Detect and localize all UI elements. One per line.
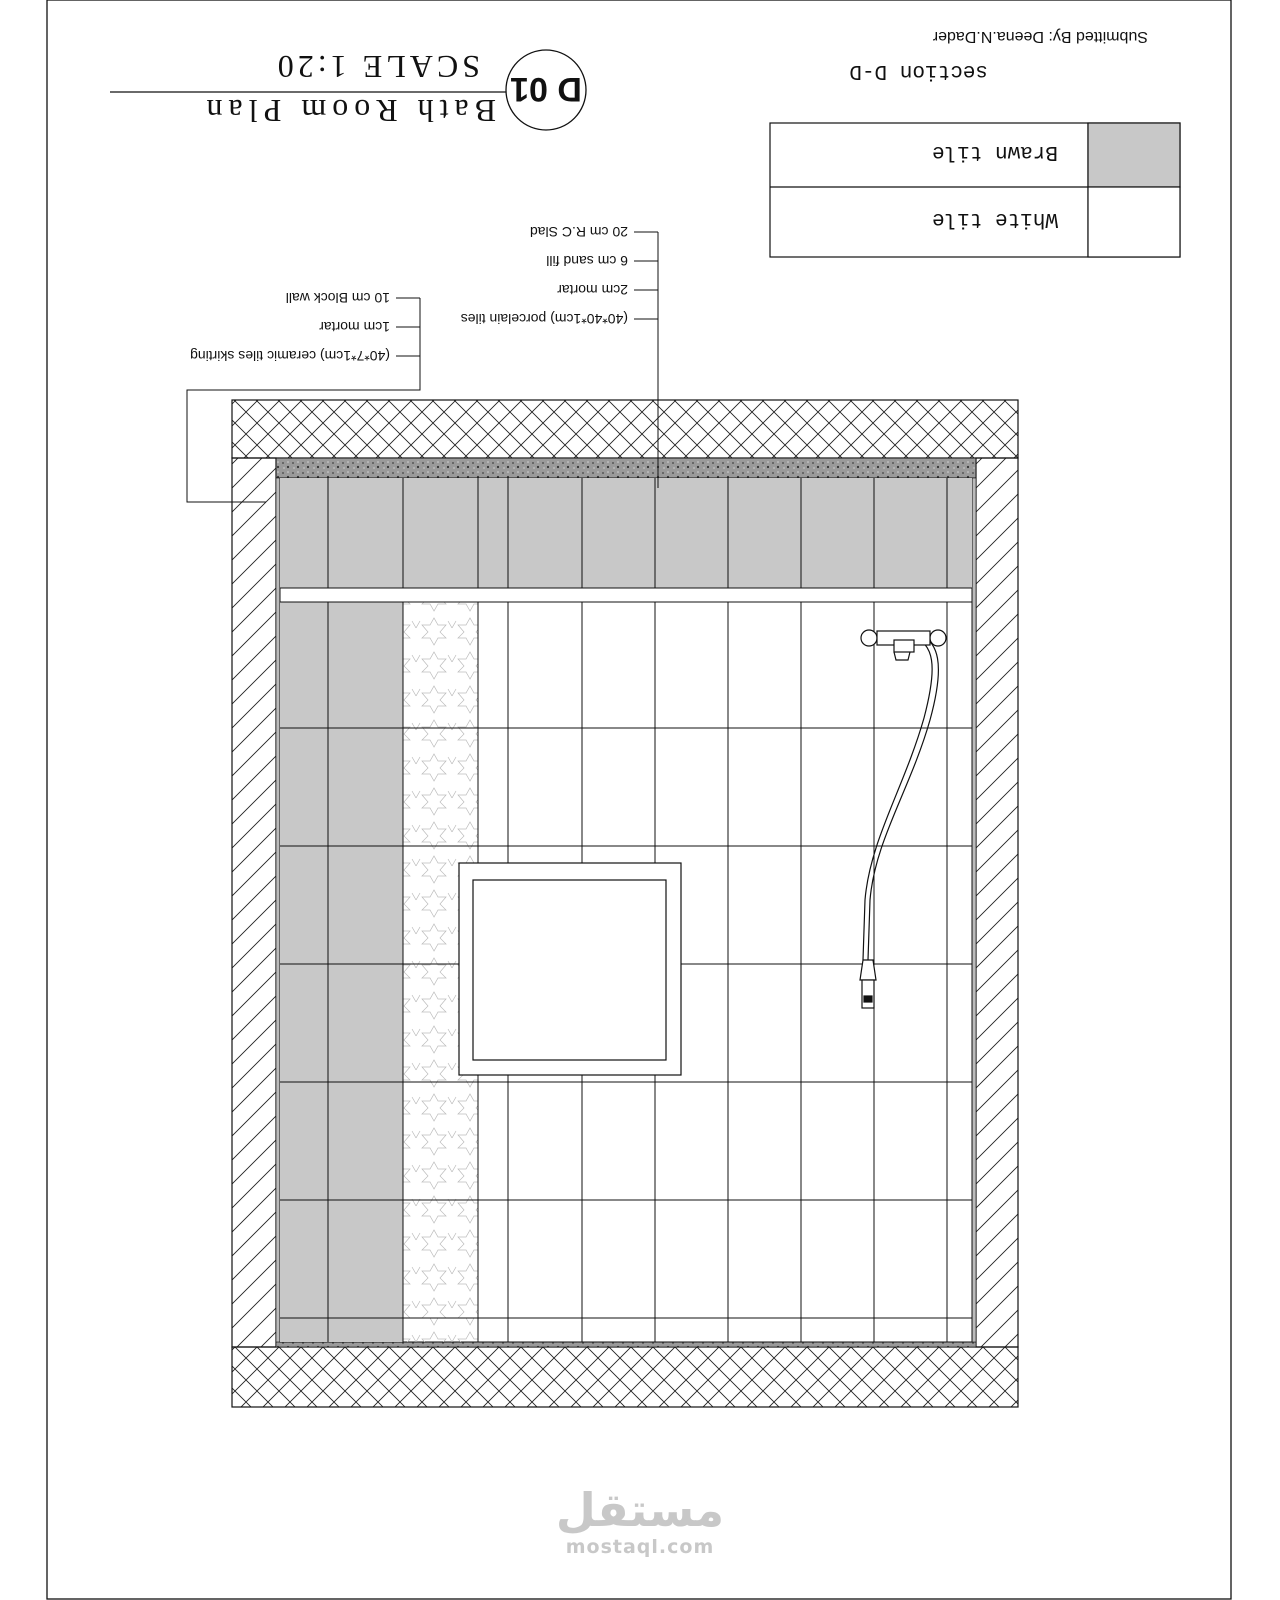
section-label: section D-D [849, 59, 988, 82]
brown-skirting-band [280, 478, 972, 588]
floor-layer-2: 6 cm sand fill [546, 253, 628, 269]
shower-head-end [864, 996, 872, 1002]
block-wall-left [976, 458, 1018, 1347]
mixer-center [894, 640, 914, 652]
brown-tile-column [280, 602, 403, 1342]
block-wall-right [232, 458, 276, 1347]
mortar-right-strip [276, 478, 280, 1342]
drawing-title: Bath Room Plan [200, 93, 496, 129]
watermark-arabic: مستقل [555, 1483, 725, 1537]
wall-layer-1: 10 cm Block wall [285, 290, 390, 306]
legend-label-white: White tile [931, 207, 1058, 230]
watermark-latin: mostaql.com [565, 1536, 715, 1558]
wall-layer-2: 1cm mortar [319, 319, 390, 335]
rc-slab-bottom [232, 400, 1018, 458]
mixer-knob-left [930, 630, 946, 646]
mortar-floor [276, 458, 976, 478]
shower-head-clip [860, 960, 876, 980]
legend [770, 123, 1180, 257]
floor-layer-4: (40*40*1cm) porcelain tiles [460, 311, 628, 327]
rc-slab-top [232, 1347, 1018, 1407]
submitted-by: Submitted By: Deena.N.Dader [932, 28, 1148, 45]
drawing-scale: SCALE 1:20 [273, 49, 480, 85]
floor-layer-3: 2cm mortar [557, 282, 628, 298]
legend-swatch-brown [1088, 123, 1180, 187]
legend-swatch-white [1088, 187, 1180, 257]
wall-layer-3: (40*7*1cm) ceramic tiles skirting [190, 348, 390, 364]
floor-layer-1: 20 cm R.C Slad [529, 224, 628, 240]
niche-inner [473, 880, 666, 1060]
mixer-knob-right [861, 630, 877, 646]
mortar-bottom-strip [276, 1342, 976, 1347]
mortar-left-strip [972, 478, 976, 1342]
rotated-drawing [110, 28, 1180, 1407]
shower-head [862, 980, 874, 1008]
title-block [110, 49, 586, 130]
mostaql-watermark [520, 1484, 760, 1558]
legend-label-brown: Brawn tile [931, 140, 1058, 163]
drawing-code: D 01 [510, 70, 582, 108]
